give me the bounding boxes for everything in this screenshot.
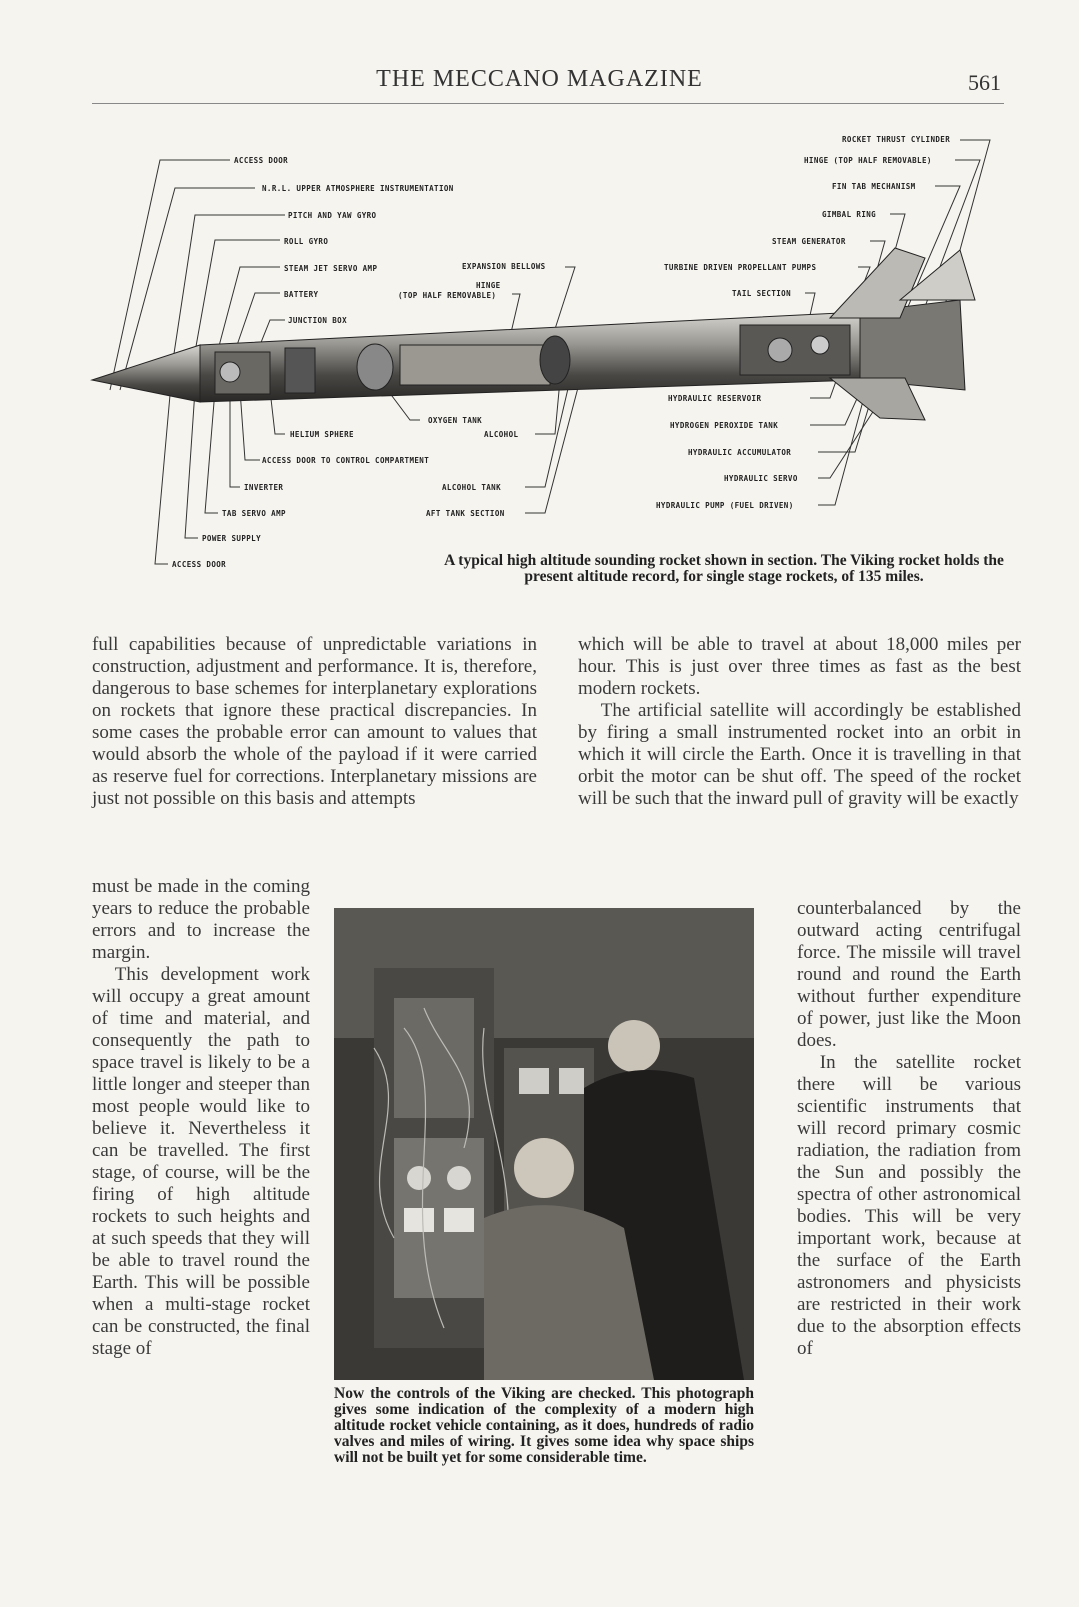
- label-pitch-yaw-gyro: PITCH AND YAW GYRO: [288, 211, 377, 220]
- right-column-wide: [578, 634, 1021, 810]
- label-fin-tab-mechanism: FIN TAB MECHANISM: [832, 182, 916, 191]
- right-wide-paragraph-2: The artificial satellite will accordingly be established by firing a small instrumented rocket into an orbit in which it will circle the Earth. Once it is travelling in that orbit the motor can be shut off. The speed of the rocket will be such that the inward pull of gravity will be exactly: [578, 700, 1021, 809]
- left-narrow-paragraph-2: This development work will occupy a great amount of time and material, and consequently the path to space travel is likely to be a little longer and steeper than most people would like to believe it. Nevertheless it can be travelled. The first stage, of course, will be the firing of high altitude rockets to such heights and at such speeds that they will be able to travel round the Earth. This will be possible when a multi-stage rocket can be constructed, the final stage of: [92, 964, 310, 1359]
- label-rocket-thrust-cylinder: ROCKET THRUST CYLINDER: [842, 135, 951, 144]
- right-wide-paragraph-1: which will be able to travel at about 18,000 miles per hour. This is just over three times as fast as the best modern rockets.: [578, 634, 1021, 699]
- label-helium-sphere: HELIUM SPHERE: [290, 430, 354, 439]
- page-number: 561: [968, 70, 1001, 95]
- label-access-door-control: ACCESS DOOR TO CONTROL COMPARTMENT: [262, 456, 430, 465]
- left-narrow-paragraph-1: must be made in the coming years to reduce the probable errors and to increase the margin.: [92, 876, 310, 963]
- label-tail-section: TAIL SECTION: [732, 289, 791, 298]
- label-steam-jet-servo-amp: STEAM JET SERVO AMP: [284, 264, 378, 273]
- photo-illustration: [334, 908, 754, 1380]
- label-hydrogen-peroxide-tank: HYDROGEN PEROXIDE TANK: [670, 421, 779, 430]
- viking-controls-photo: [334, 908, 754, 1380]
- rocket-body: [92, 248, 975, 420]
- label-battery: BATTERY: [284, 290, 319, 299]
- magazine-title: THE MECCANO MAGAZINE: [376, 66, 703, 92]
- left-wide-paragraph: full capabilities because of unpredictable variations in construction, adjustment and performance. It is, therefore, dangerous to base schemes for interplanetary explorations on rockets that ignore these practical discrepancies. In some cases the probable error can amount to values that would absorb the whole of the payload if it were carried as reserve fuel for corrections. Interplanetary missions are just not possible on this basis and attempts: [92, 634, 537, 809]
- rocket-cutaway-diagram: [0, 0, 1079, 600]
- label-alcohol: ALCOHOL: [484, 430, 519, 439]
- label-hydraulic-pump: HYDRAULIC PUMP (FUEL DRIVEN): [656, 501, 794, 510]
- label-hydraulic-reservoir: HYDRAULIC RESERVOIR: [668, 394, 762, 403]
- label-turbine-pumps: TURBINE DRIVEN PROPELLANT PUMPS: [664, 263, 817, 272]
- label-inverter: INVERTER: [244, 483, 284, 492]
- rocket-caption: A typical high altitude sounding rocket shown in section. The Viking rocket holds the present altitude record, for single stage rockets, of 135 miles.: [444, 552, 1004, 585]
- right-narrow-paragraph-1: counterbalanced by the outward acting centrifugal force. The missile will travel round and round the Earth without further expenditure of power, just like the Moon does.: [797, 898, 1021, 1051]
- label-gimbal-ring: GIMBAL RING: [822, 210, 877, 219]
- label-access-door-bottom: ACCESS DOOR: [172, 560, 227, 569]
- label-hydraulic-servo: HYDRAULIC SERVO: [724, 474, 798, 483]
- label-power-supply: POWER SUPPLY: [202, 534, 261, 543]
- label-expansion-bellows: EXPANSION BELLOWS: [462, 262, 546, 271]
- label-access-door-top: ACCESS DOOR: [234, 156, 289, 165]
- right-narrow-paragraph-2: In the satellite rocket there will be various scientific instruments that will record primary cosmic radiation, the radiation from the Sun and possibly the spectra of other astronomical bodies. This will be very important work, because at the surface of the Earth astronomers and physicists are restricted in their work due to the absorption effects of: [797, 1052, 1021, 1359]
- left-column-narrow: [92, 876, 310, 1360]
- label-tab-servo-amp: TAB SERVO AMP: [222, 509, 286, 518]
- label-oxygen-tank: OXYGEN TANK: [428, 416, 483, 425]
- label-hinge-mid: HINGE: [476, 281, 501, 290]
- left-column-wide: [92, 634, 537, 810]
- photo-caption: Now the controls of the Viking are checked. This photograph gives some indication of the complexity of a modern high altitude rocket vehicle containing, as it does, hundreds of radio valves and miles of wiring. It gives some idea why space ships will not be built yet for some considerable time.: [334, 1385, 754, 1466]
- label-hinge-top-half: HINGE (TOP HALF REMOVABLE): [804, 156, 932, 165]
- label-aft-tank-section: AFT TANK SECTION: [426, 509, 505, 518]
- label-hydraulic-accumulator: HYDRAULIC ACCUMULATOR: [688, 448, 792, 457]
- label-junction-box: JUNCTION BOX: [288, 316, 347, 325]
- label-steam-generator: STEAM GENERATOR: [772, 237, 846, 246]
- label-top-half-removable-mid: (TOP HALF REMOVABLE): [398, 291, 497, 300]
- label-alcohol-tank: ALCOHOL TANK: [442, 483, 501, 492]
- label-roll-gyro: ROLL GYRO: [284, 237, 329, 246]
- label-nrl-instrumentation: N.R.L. UPPER ATMOSPHERE INSTRUMENTATION: [262, 184, 454, 193]
- right-column-narrow: [797, 898, 1021, 1360]
